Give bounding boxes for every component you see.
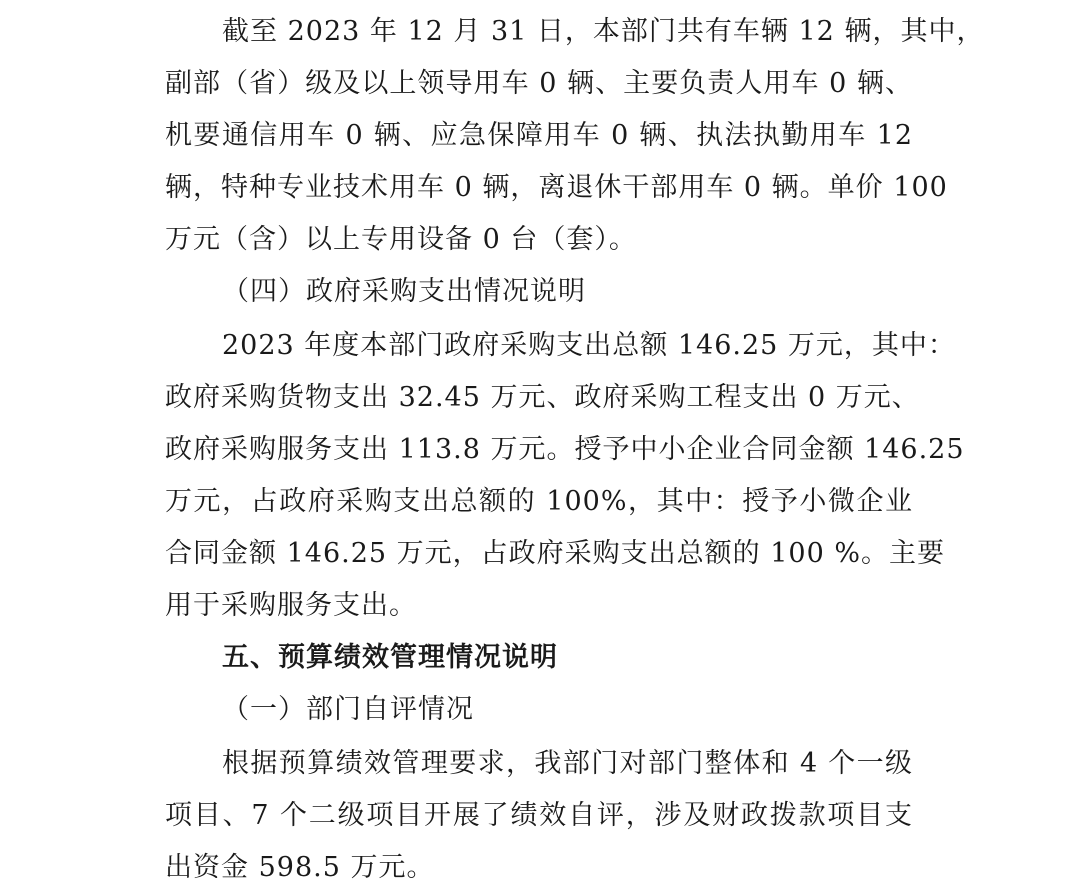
text-line: 用于采购服务支出。	[165, 590, 417, 621]
subheading-procurement: （四）政府采购支出情况说明	[222, 276, 586, 307]
text-line: 机要通信用车 0 辆、应急保障用车 0 辆、执法执勤用车 12	[165, 120, 913, 151]
text-line: 合同金额 146.25 万元，占政府采购支出总额的 100 %。主要	[165, 538, 945, 569]
text-line: 政府采购货物支出 32.45 万元、政府采购工程支出 0 万元、	[165, 382, 920, 413]
text-line: 政府采购服务支出 113.8 万元。授予中小企业合同金额 146.25	[165, 434, 965, 465]
text-line: 万元，占政府采购支出总额的 100%，其中：授予小微企业	[165, 486, 913, 517]
subheading-self-evaluation: （一）部门自评情况	[222, 694, 474, 725]
text-line: 截至 2023 年 12 月 31 日，本部门共有车辆 12 辆，其中，	[222, 16, 985, 47]
text-line: 辆，特种专业技术用车 0 辆，离退休干部用车 0 辆。单价 100	[165, 172, 948, 203]
text-line: 万元（含）以上专用设备 0 台（套）。	[165, 224, 637, 255]
text-line: 出资金 598.5 万元。	[165, 852, 435, 883]
text-line: 项目、7 个二级项目开展了绩效自评，涉及财政拨款项目支	[165, 800, 913, 831]
text-line: 2023 年度本部门政府采购支出总额 146.25 万元，其中：	[222, 330, 956, 361]
section-heading: 五、预算绩效管理情况说明	[222, 642, 558, 673]
text-line: 根据预算绩效管理要求，我部门对部门整体和 4 个一级	[222, 748, 913, 779]
text-line: 副部（省）级及以上领导用车 0 辆、主要负责人用车 0 辆、	[165, 68, 913, 99]
